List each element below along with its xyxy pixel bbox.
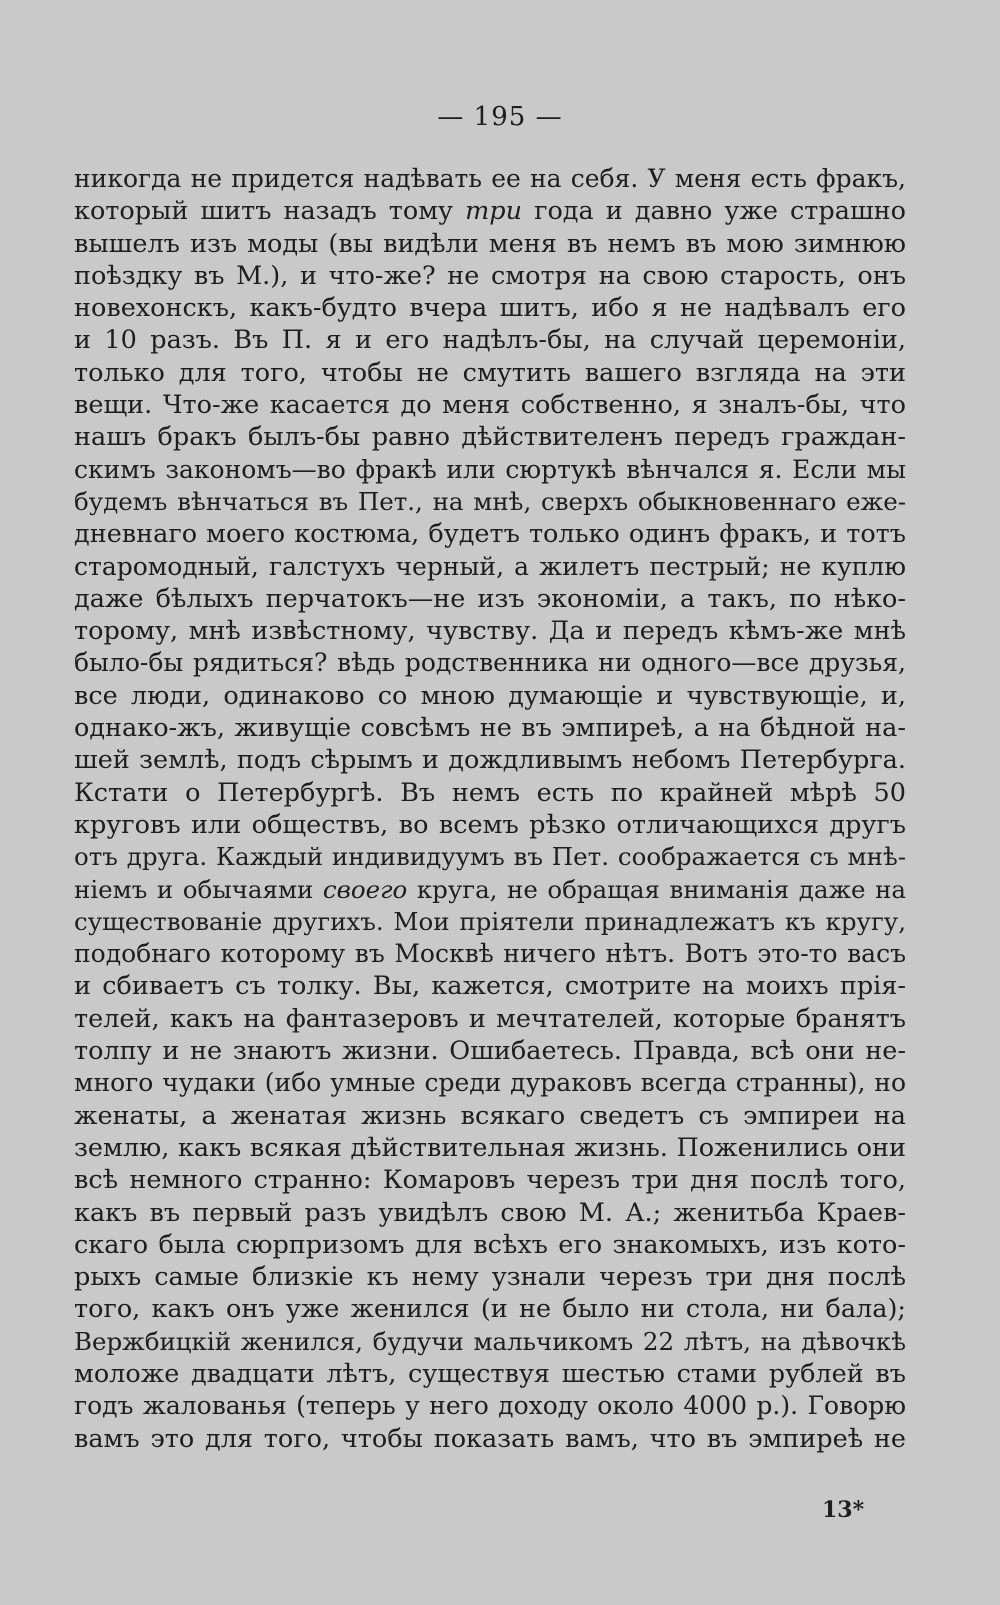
text-line: моложе двадцати лѣтъ, существуя шестью стами рублей въ <box>74 1358 906 1389</box>
body-text <box>74 163 906 1513</box>
italic-word: три <box>465 196 523 227</box>
text-line: только для того, чтобы не смутить вашего взгляда на эти <box>74 357 906 388</box>
text-line: новехонскъ, какъ-будто вчера шитъ, ибо я не надѣвалъ его <box>74 293 906 324</box>
text-line: скаго была сюрпризомъ для всѣхъ его знакомыхъ, изъ кото- <box>74 1229 906 1260</box>
text-line: было-бы рядиться? вѣдь родственника ни одного—все друзья, <box>74 648 906 678</box>
text-line: даже бѣлыхъ перчатокъ—не изъ экономіи, а такъ, по нѣко- <box>74 583 906 614</box>
text-line: женаты, а женатая жизнь всякаго сведетъ съ эмпиреи на <box>74 1100 906 1131</box>
text-line: какъ въ первый разъ увидѣлъ свою М. А.; женитьба Краев- <box>74 1197 906 1228</box>
text-line: будемъ вѣнчаться въ Пет., на мнѣ, сверхъ обыкновеннаго еже- <box>74 486 906 516</box>
text-line: того, какъ онъ уже женился (и не было ни стола, ни бала); <box>74 1294 906 1325</box>
text-line: дневнаго моего костюма, будетъ только одинъ фракъ, и тотъ <box>74 519 906 550</box>
text-line: толпу и не знаютъ жизни. Ошибаетесь. Правда, всѣ они не- <box>74 1036 906 1067</box>
text-line: телей, какъ на фантазеровъ и мечтателей, которые бранятъ <box>74 1003 906 1034</box>
text-line: и 10 разъ. Въ П. я и его надѣлъ-бы, на случай церемоніи, <box>74 325 906 356</box>
text-line: годъ жалованья (теперь у него доходу около 4000 р.). Говорю <box>74 1391 906 1421</box>
italic-word: своего <box>322 874 408 904</box>
text-line: шей землѣ, подъ сѣрымъ и дождливымъ небомъ Петербурга. <box>74 745 906 776</box>
text-line: нашъ бракъ былъ-бы равно дѣйствителенъ передъ граждан- <box>74 422 906 453</box>
text-line: землю, какъ всякая дѣйствительная жизнь. Поженились они <box>74 1132 906 1163</box>
text-line: Кстати о Петербургѣ. Въ немъ есть по крайней мѣрѣ 50 <box>74 777 906 808</box>
text-run: круга, не обращая вниманія даже на <box>407 874 907 904</box>
text-line: старомодный, галстухъ черный, а жилетъ пестрый; не куплю <box>74 551 906 581</box>
text-line <box>74 874 906 906</box>
text-line: много чудаки (ибо умные среди дураковъ всегда странны), но <box>74 1068 906 1098</box>
text-line: подобнаго которому въ Москвѣ ничего нѣтъ. Вотъ это-то васъ <box>74 939 906 969</box>
text-line: однако-жъ, живущіе совсѣмъ не въ эмпиреѣ, а на бѣдной на- <box>74 713 906 744</box>
text-run: ніемъ и обычаями <box>74 874 323 904</box>
text-line: круговъ или обществъ, во всемъ рѣзко отличающихся другъ <box>74 809 906 840</box>
text-line: все люди, одинаково со мною думающіе и чувствующіе, и, <box>74 680 906 711</box>
text-line: вамъ это для того, чтобы показать вамъ, что въ эмпиреѣ не <box>74 1423 906 1454</box>
text-line: существованіе другихъ. Мои пріятели принадлежатъ къ кругу, <box>74 906 906 936</box>
signature-mark: 13* <box>822 1497 865 1523</box>
text-run: который шитъ назадъ тому <box>74 196 466 227</box>
text-line: вышелъ изъ моды (вы видѣли меня въ немъ въ мою зимнюю <box>74 228 906 259</box>
text-line <box>74 195 906 227</box>
text-line: торому, мнѣ извѣстному, чувству. Да и передъ кѣмъ-же мнѣ <box>74 616 906 647</box>
text-line: поѣздку въ М.), и что-же? не смотря на свою старость, онъ <box>74 260 906 291</box>
text-line: вещи. Что-же касается до меня собственно, я зналъ-бы, что <box>74 390 906 421</box>
text-run: года и давно уже страшно <box>522 196 906 227</box>
text-line: рыхъ самые близкіе къ нему узнали черезъ три дня послѣ <box>74 1262 906 1293</box>
text-line: скимъ закономъ—во фракѣ или сюртукѣ вѣнчался я. Если мы <box>74 454 906 484</box>
text-line: никогда не придется надѣвать ее на себя. У меня есть фракъ, <box>74 164 906 193</box>
text-line: Вержбицкій женился, будучи мальчикомъ 22 лѣтъ, на дѣвочкѣ <box>74 1326 906 1356</box>
page-number: — 195 — <box>437 102 563 132</box>
text-line: и сбиваетъ съ толку. Вы, кажется, смотрите на моихъ прія- <box>74 971 906 1002</box>
text-line: отъ друга. Каждый индивидуумъ въ Пет. соображается съ мнѣ- <box>74 842 906 872</box>
text-line: всѣ немного странно: Комаровъ черезъ три дня послѣ того, <box>74 1165 906 1196</box>
